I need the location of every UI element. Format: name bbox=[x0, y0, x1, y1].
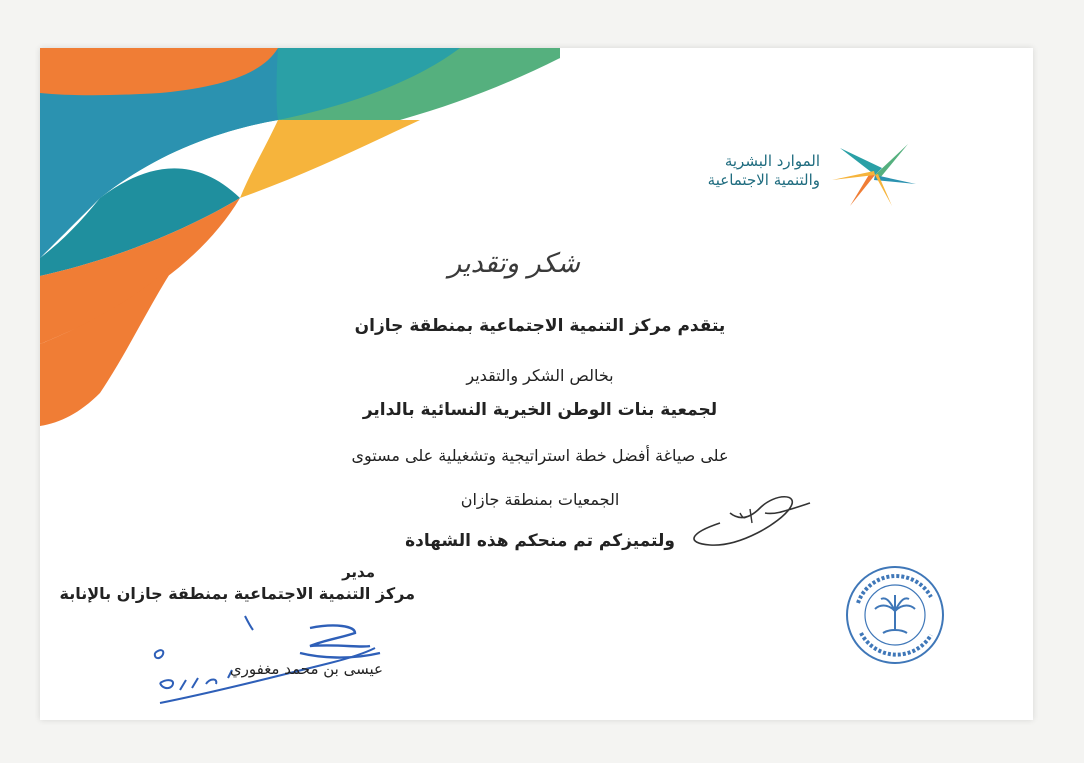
presenter-text: يتقدم مركز التنمية الاجتماعية بمنطقة جازان bbox=[354, 316, 726, 336]
ministry-logo bbox=[680, 140, 920, 210]
certificate-sheet bbox=[40, 48, 1033, 720]
certificate-heading: شكر وتقدير bbox=[448, 248, 580, 279]
ministry-name-line1: الموارد البشرية bbox=[724, 152, 820, 170]
closing-text: ولتميزكم تم منحكم هذه الشهادة bbox=[405, 531, 675, 551]
ministry-name bbox=[708, 152, 820, 190]
signatory-title: مدير bbox=[342, 563, 375, 581]
reason-line-2: الجمعيات بمنطقة جازان bbox=[460, 490, 620, 509]
recipient-text: لجمعية بنات الوطن الخيرية النسائية بالداير bbox=[362, 400, 718, 420]
thanks-text: بخالص الشكر والتقدير bbox=[466, 366, 614, 385]
signatory-organization: مركز التنمية الاجتماعية بمنطقة جازان بالإنابة bbox=[59, 584, 415, 603]
signatory-block bbox=[40, 563, 415, 603]
ministry-name-line2: والتنمية الاجتماعية bbox=[707, 171, 820, 189]
handwritten-signature bbox=[680, 483, 820, 553]
signatory-name: عيسى بن محمد مغفوري bbox=[229, 660, 383, 678]
reason-line-1: على صياغة أفضل خطة استراتيجية وتشغيلية على مستوى bbox=[351, 446, 729, 465]
official-stamp bbox=[843, 563, 948, 668]
ministry-star-icon bbox=[830, 140, 920, 210]
